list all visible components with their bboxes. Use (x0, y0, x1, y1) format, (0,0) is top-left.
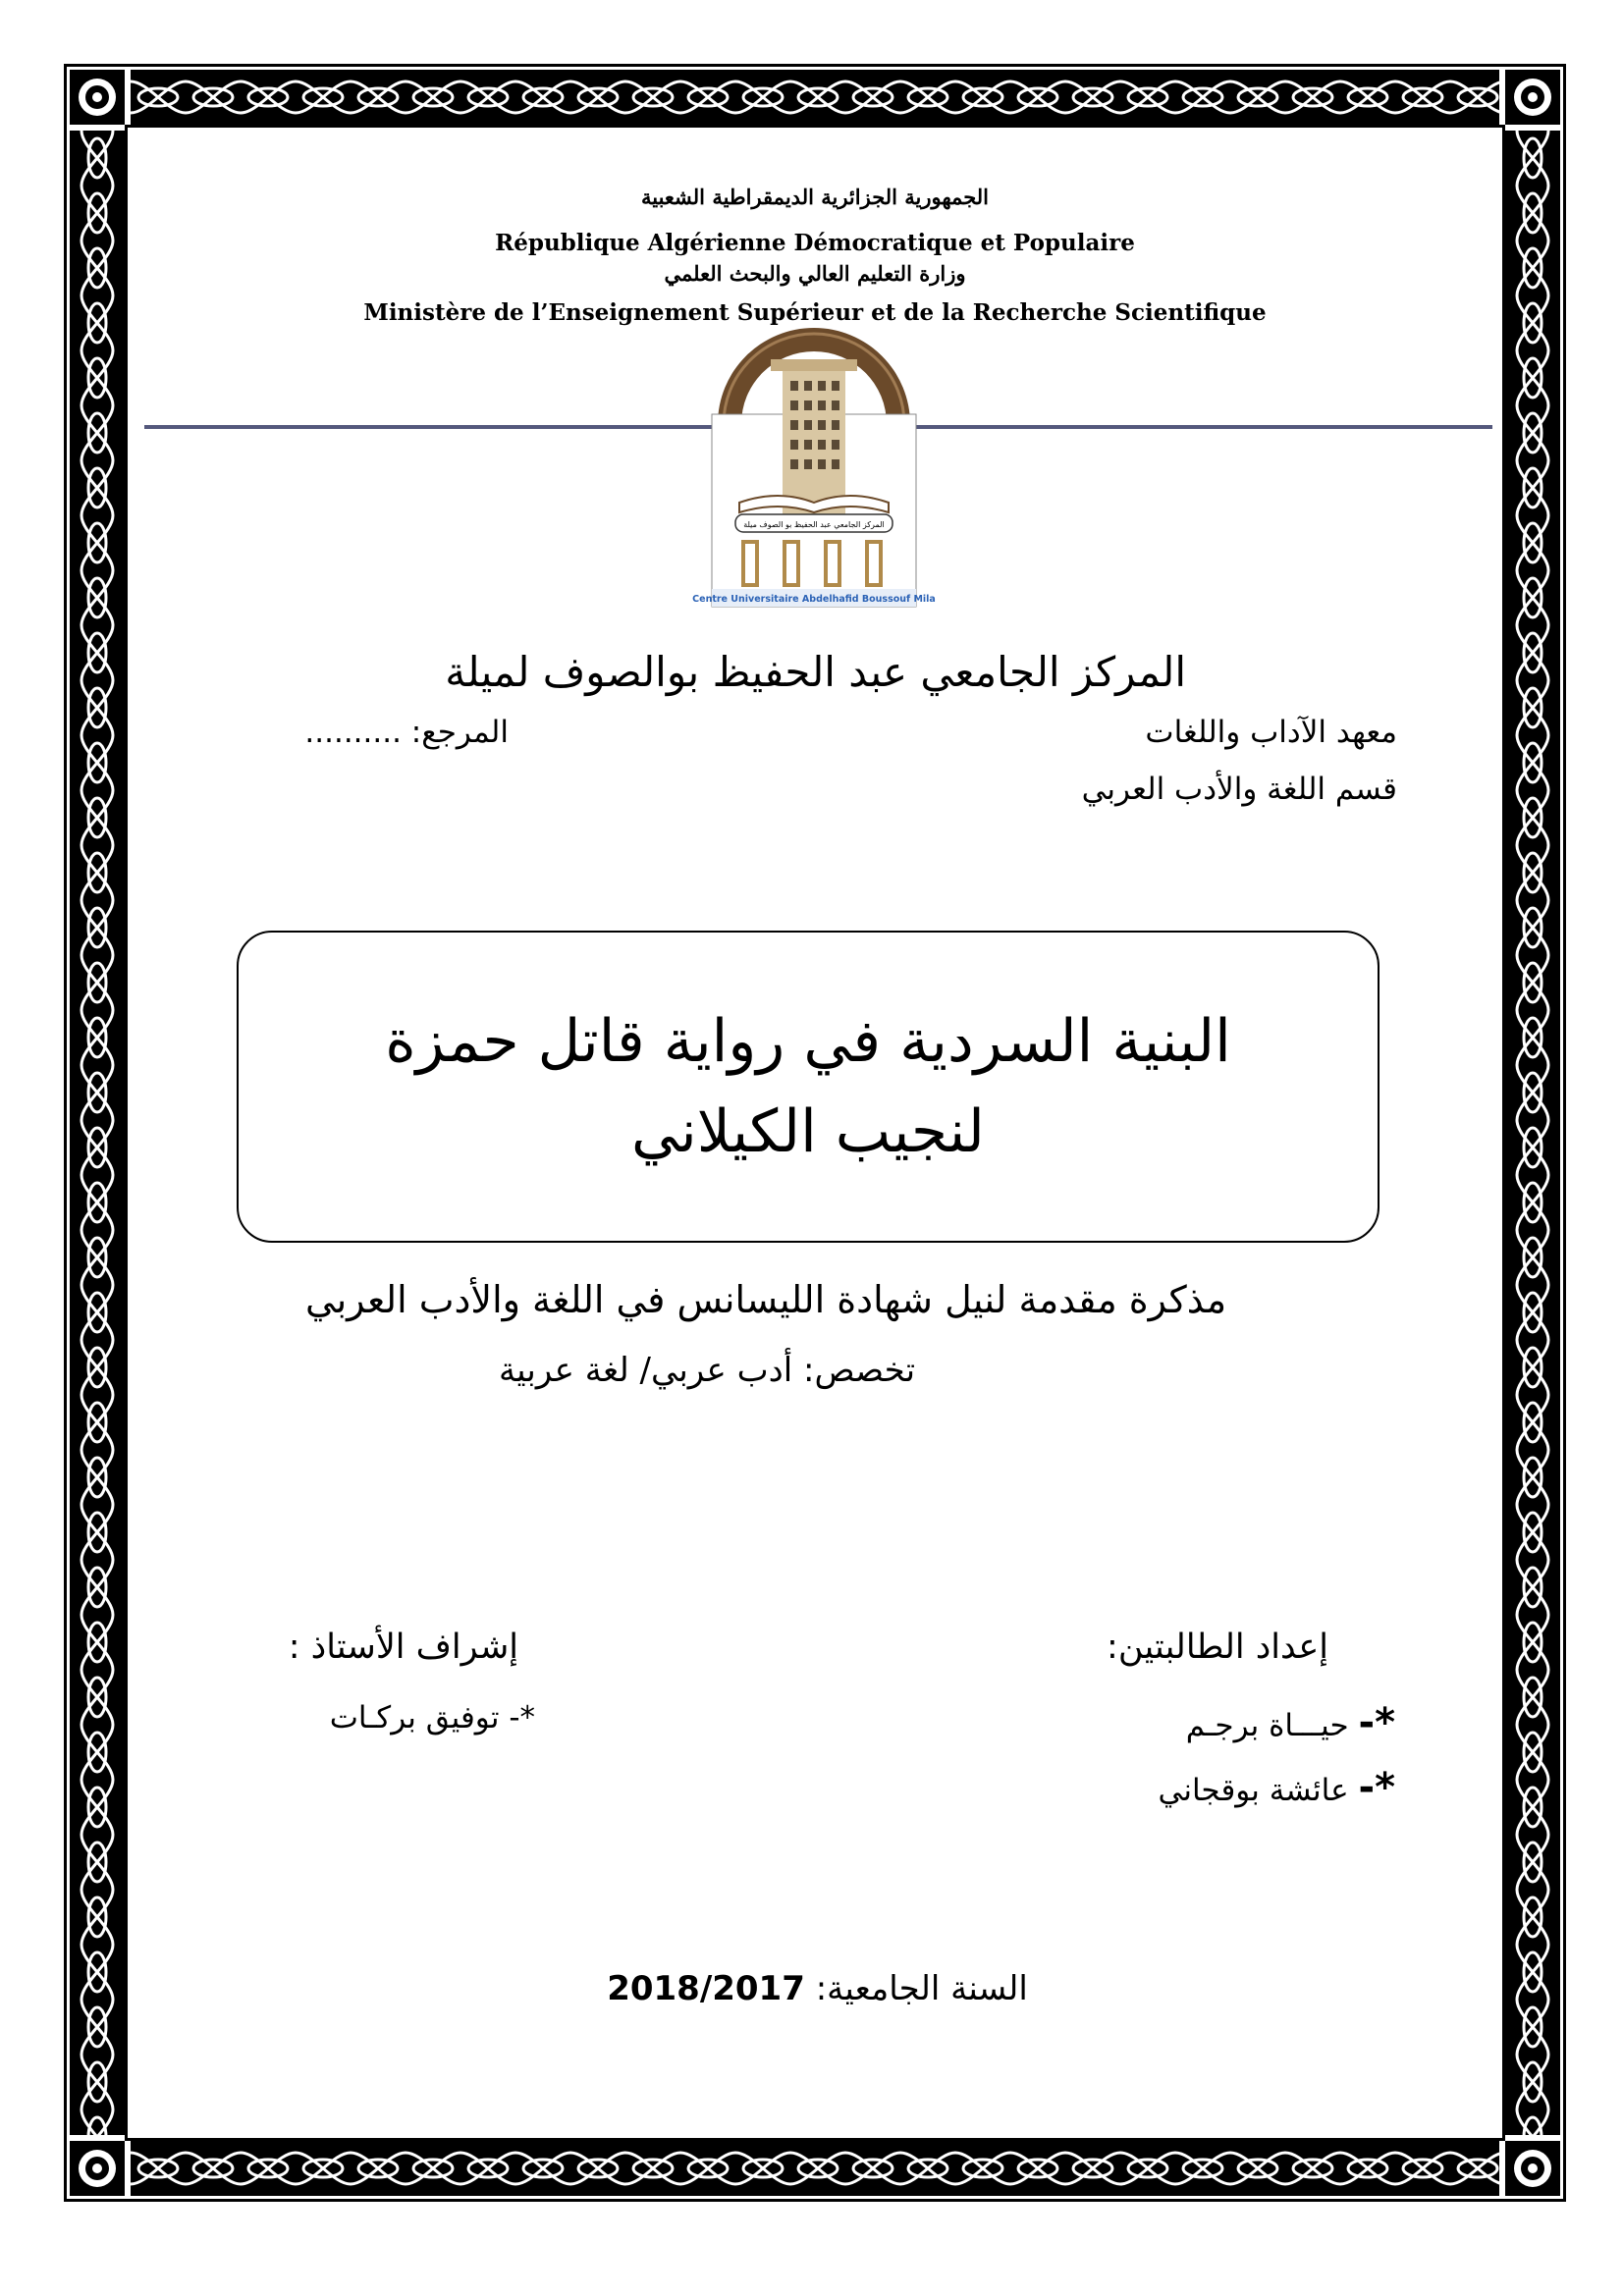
border-band-top (131, 70, 1499, 125)
logo-caption-text: Centre Universitaire Abdelhafid Boussouf Mila (692, 594, 936, 605)
academic-year-value: 2018/2017 (607, 1969, 805, 2008)
supervisor-label: إشراف الأستاذ : (288, 1628, 518, 1667)
border-band-right (1505, 131, 1560, 2135)
republic-name-french: République Algérienne Démocratique et Populaire (495, 230, 1135, 256)
ministry-name-french: Ministère de l’Enseignement Supérieur et de la Recherche Scientifique (363, 299, 1267, 326)
speciality: تخصص: أدب عربي/ لغة عربية (498, 1351, 916, 1390)
supervisor-name-text: توفيق بركـات (329, 1700, 500, 1735)
reference-number: المرجع: .......... (304, 715, 509, 750)
header-rule-right (913, 425, 1492, 429)
ministry-name-arabic: وزارة التعليم العالي والبحث العلمي (664, 261, 966, 286)
bullet-marker: *- (1358, 1700, 1395, 1745)
border-band-bottom (131, 2141, 1499, 2196)
academic-year (295, 1969, 1340, 2008)
memo-description: مذكرة مقدمة لنيل شهادة الليسانس في اللغة والأدب العربي (304, 1278, 1227, 1321)
university-logo (692, 316, 936, 609)
student-name: حيـــاة برجـم (1185, 1708, 1349, 1743)
thesis-title-line-2: لنجيب الكيلاني (631, 1097, 985, 1166)
academic-year-label: السنة الجامعية: (815, 1969, 1028, 2008)
border-corner-ornament (1505, 2141, 1560, 2196)
faculty-name: معهد الآداب واللغات (1145, 715, 1397, 750)
bullet-marker: *- (509, 1700, 535, 1735)
department-name: قسم اللغة والأدب العربي (1081, 772, 1397, 807)
bullet-marker: *- (1358, 1765, 1395, 1810)
logo-banner-text: المركز الجامعي عبد الحفيظ بو الصوف ميلة (743, 520, 885, 529)
border-band-left (70, 131, 125, 2135)
student-name-1 (1186, 1700, 1395, 1745)
institution-name: المركز الجامعي عبد الحفيظ بوالصوف لميلة (445, 648, 1186, 696)
thesis-title-line-1: البنية السردية في رواية قاتل حمزة (385, 1007, 1231, 1076)
border-corner-ornament (1505, 70, 1560, 125)
thesis-title-box (237, 931, 1380, 1243)
republic-name-arabic: الجمهورية الجزائرية الديمقراطية الشعبية (640, 185, 989, 209)
header-rule-left (144, 425, 714, 429)
supervisor-name (330, 1700, 535, 1735)
border-corner-ornament (70, 70, 125, 125)
student-name-2 (1159, 1765, 1395, 1810)
border-corner-ornament (70, 2141, 125, 2196)
student-name: عائشة بوقجاني (1158, 1773, 1349, 1808)
students-label: إعداد الطالبتين: (1107, 1628, 1328, 1667)
